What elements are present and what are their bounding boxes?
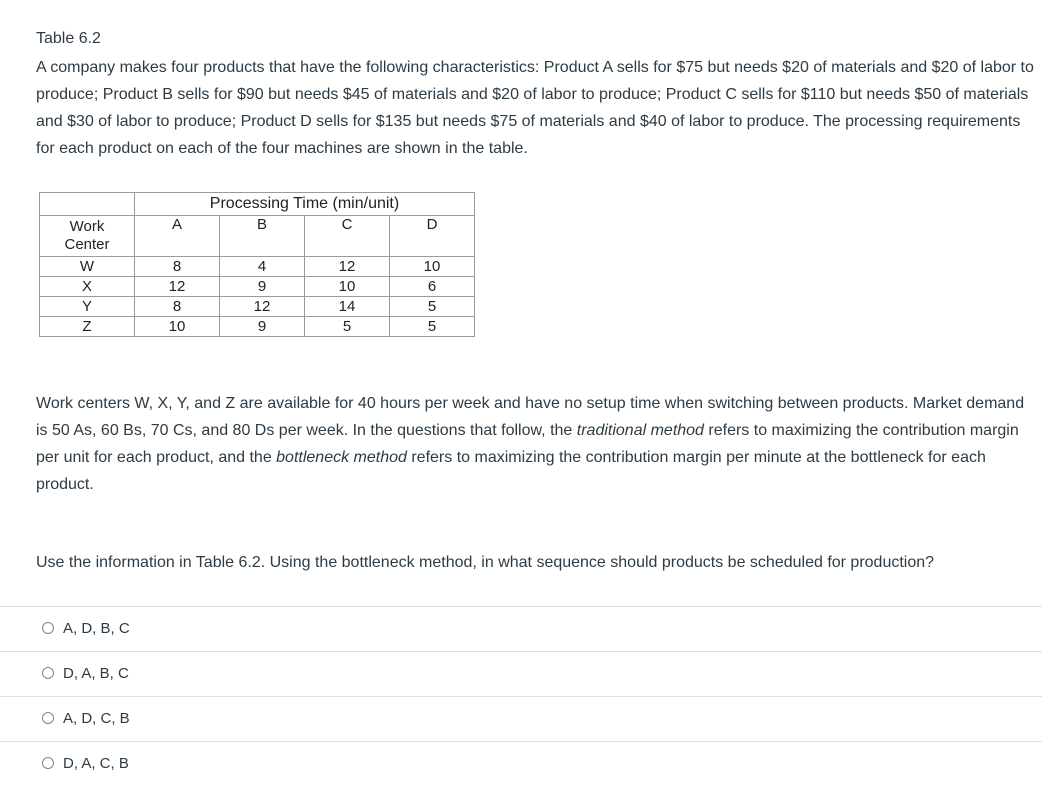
answer-option[interactable] [0,741,1042,786]
answer-list [0,606,1042,786]
table-cell: 10 [135,317,220,337]
context-term-bottleneck: bottleneck method [276,449,407,466]
context-paragraph [36,390,1036,498]
answer-label[interactable]: D, A, C, B [63,755,129,772]
intro-paragraph: A company makes four products that have the following characteristics: Product A sells for $75 but needs $20 of materials and $20 of labor to produce; Product B sells for $90 but needs $45 of materials and $20 of labor to produce; Product C sells for $110 but needs $50 of materials and $30 of labor to produce; Product D sells for $135 but needs $75 of materials and $40 of labor to produce. The processing requirements for each product on each of the four machines are shown in the table. [36,59,1034,157]
table-cell: 5 [390,317,475,337]
row-header-label [40,216,135,257]
table-cell: 10 [305,277,390,297]
processing-time-table [39,192,475,337]
row-header-text: Work Center [64,218,110,253]
table-row [40,297,475,317]
table-cell: 12 [135,277,220,297]
answer-option[interactable] [0,696,1042,741]
context-text: refers to maximizing the contribution margin per unit for each product, and the [36,422,1019,466]
radio-button[interactable] [42,712,54,724]
row-label: Y [40,297,135,317]
table-cell: 9 [220,317,305,337]
table-cell: 5 [305,317,390,337]
table-cell: 4 [220,257,305,277]
column-header: C [305,216,390,257]
context-text: Work centers W, X, Y, and Z are available for 40 hours per week and have no setup time when switching between products. Market demand is 50 As, 60 Bs, 70 Cs, and 80 Ds per week. In the questions that follow, the [36,395,1025,439]
answer-label[interactable]: A, D, C, B [63,710,130,727]
column-header: A [135,216,220,257]
table-cell: 14 [305,297,390,317]
table-cell: 5 [390,297,475,317]
column-header: B [220,216,305,257]
column-header: D [390,216,475,257]
table-cell: 8 [135,297,220,317]
radio-button[interactable] [42,667,54,679]
table-cell: 6 [390,277,475,297]
answer-label[interactable]: D, A, B, C [63,665,129,682]
context-term-traditional: traditional method [576,422,704,439]
row-label: Z [40,317,135,337]
table-title: Table 6.2 [36,30,101,47]
table-cell: 10 [390,257,475,277]
table-row [40,257,475,277]
answer-option[interactable] [0,606,1042,651]
table-cell: 8 [135,257,220,277]
table-cell: 12 [220,297,305,317]
table-cell: 9 [220,277,305,297]
table-row [40,317,475,337]
question-page [36,28,1041,772]
context-text: refers to maximizing the contribution margin per minute at the bottleneck for each product. [36,449,986,493]
radio-button[interactable] [42,622,54,634]
row-label: X [40,277,135,297]
table-row [40,277,475,297]
table-cell: 12 [305,257,390,277]
table-group-header: Processing Time (min/unit) [135,193,475,216]
answer-option[interactable] [0,651,1042,696]
answer-label[interactable]: A, D, B, C [63,620,130,637]
row-label: W [40,257,135,277]
radio-button[interactable] [42,757,54,769]
question-text: Use the information in Table 6.2. Using the bottleneck method, in what sequence should products be scheduled for production? [36,554,935,571]
table-corner [40,193,135,216]
